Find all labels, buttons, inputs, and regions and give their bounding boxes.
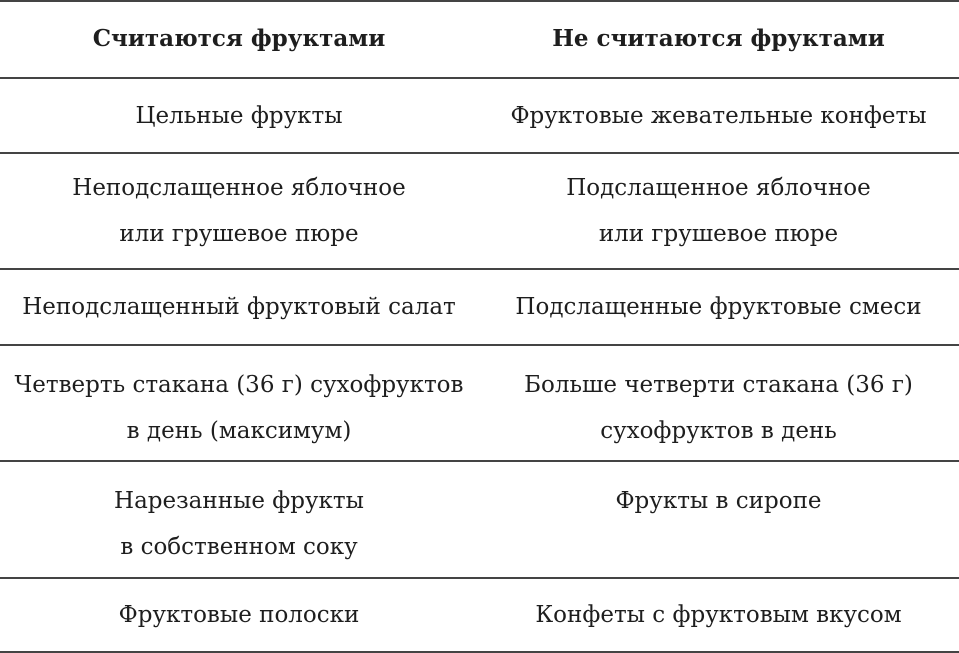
- table-cell: Фруктовые полоски: [0, 578, 478, 652]
- table-cell: Больше четверти стакана (36 г) сухофруктов в день: [478, 345, 959, 461]
- table-row: [0, 269, 959, 345]
- table-cell: Конфеты с фруктовым вкусом: [478, 578, 959, 652]
- table-row: [0, 345, 959, 461]
- table-row: [0, 78, 959, 153]
- table-cell: Цельные фрукты: [0, 78, 478, 153]
- table-row: [0, 153, 959, 269]
- table-row: [0, 461, 959, 578]
- table-header-row: [0, 0, 959, 78]
- table-cell: Фрукты в сиропе: [478, 461, 959, 578]
- table-cell: Четверть стакана (36 г) сухофруктов в день (максимум): [0, 345, 478, 461]
- table-cell: Неподслащенное яблочное или грушевое пюре: [0, 153, 478, 269]
- table-cell: Подслащенные фруктовые смеси: [478, 269, 959, 345]
- table-cell: Нарезанные фрукты в собственном соку: [0, 461, 478, 578]
- column-header-counted: Считаются фруктами: [0, 0, 478, 78]
- table-cell: Подслащенное яблочное или грушевое пюре: [478, 153, 959, 269]
- table-cell: Фруктовые жевательные конфеты: [478, 78, 959, 153]
- column-header-not-counted: Не считаются фруктами: [478, 0, 959, 78]
- table-cell: Неподслащенный фруктовый салат: [0, 269, 478, 345]
- table-row: [0, 578, 959, 652]
